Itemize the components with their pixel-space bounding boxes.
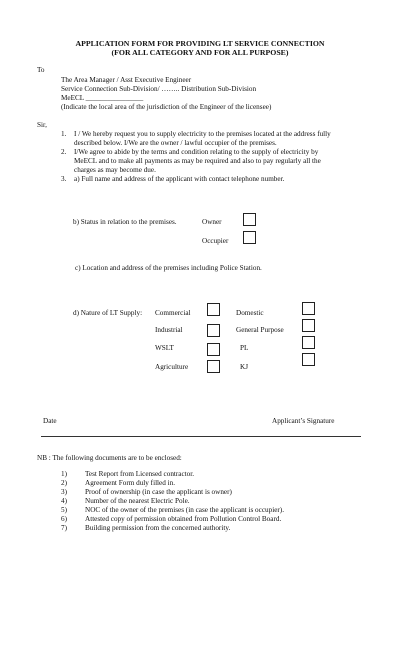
doc-number: 1) [61,470,67,478]
industrial-label: Industrial [155,326,183,334]
occupier-checkbox[interactable] [243,231,256,244]
signature-label: Applicant’s Signature [272,417,335,425]
address-line1: The Area Manager / Asst Executive Engineer [61,76,192,84]
kj-checkbox[interactable] [302,353,315,366]
doc-text: Number of the nearest Electric Pole. [85,497,190,505]
doc-number: 6) [61,515,67,523]
commercial-checkbox[interactable] [207,303,220,316]
agriculture-checkbox[interactable] [207,360,220,373]
wslt-checkbox[interactable] [207,343,220,356]
status-label: b) Status in relation to the premises. [73,218,177,226]
pl-checkbox[interactable] [302,336,315,349]
location-label: c) Location and address of the premises including Police Station. [75,264,262,272]
date-label: Date [43,417,57,425]
owner-label: Owner [202,218,222,226]
item3a-text: a) Full name and address of the applicant with contact telephone number. [74,175,285,183]
doc-text: Agreement Form duly filled in. [85,479,176,487]
kj-label: KJ [240,363,248,371]
doc-text: Attested copy of permission obtained from Pollution Control Board. [85,515,282,523]
nature-label: d) Nature of LT Supply: [73,309,143,317]
form-title-line1: APPLICATION FORM FOR PROVIDING LT SERVICE CONNECTION [75,39,325,48]
item1-line1: I / We hereby request you to supply electricity to the premises located at the address fully [74,130,331,138]
address-line3: MeECL ________________ [61,94,144,102]
item2-line3: charges as may become due. [74,166,156,174]
general-purpose-label: General Purpose [236,326,284,334]
divider-line [41,436,361,437]
nb-heading: NB : The following documents are to be enclosed: [37,454,182,462]
general-purpose-checkbox[interactable] [302,319,315,332]
doc-text: Test Report from Licensed contractor. [85,470,195,478]
domestic-label: Domestic [236,309,264,317]
item-number-3: 3. [61,175,67,183]
domestic-checkbox[interactable] [302,302,315,315]
doc-text: NOC of the owner of the premises (in case the applicant is occupier). [85,506,284,514]
address-to: To [37,66,45,74]
doc-text: Proof of ownership (in case the applicant is owner) [85,488,232,496]
occupier-label: Occupier [202,237,229,245]
doc-text: Building permission from the concerned authority. [85,524,231,532]
doc-number: 7) [61,524,67,532]
item-number-1: 1. [61,130,67,138]
item1-line2: described below. I/We are the owner / lawful occupier of the premises. [74,139,277,147]
item2-line1: I/We agree to abide by the terms and condition relating to the supply of electricity by [74,148,319,156]
doc-number: 3) [61,488,67,496]
address-line4: (Indicate the local area of the jurisdiction of the Engineer of the licensee) [61,103,272,111]
industrial-checkbox[interactable] [207,324,220,337]
item2-line2: MeECL and to make all payments as may be required and also to pay regularly all the [74,157,321,165]
form-title-line2: (FOR ALL CATEGORY AND FOR ALL PURPOSE) [111,48,289,57]
doc-number: 4) [61,497,67,505]
address-line2: Service Connection Sub-Division/ …….. Distribution Sub-Division [61,85,257,93]
owner-checkbox[interactable] [243,213,256,226]
doc-number: 2) [61,479,67,487]
doc-number: 5) [61,506,67,514]
pl-label: PL [240,344,249,352]
agriculture-label: Agriculture [155,363,189,371]
item-number-2: 2. [61,148,67,156]
wslt-label: WSLT [155,344,174,352]
commercial-label: Commercial [155,309,191,317]
salutation: Sir, [37,121,47,129]
